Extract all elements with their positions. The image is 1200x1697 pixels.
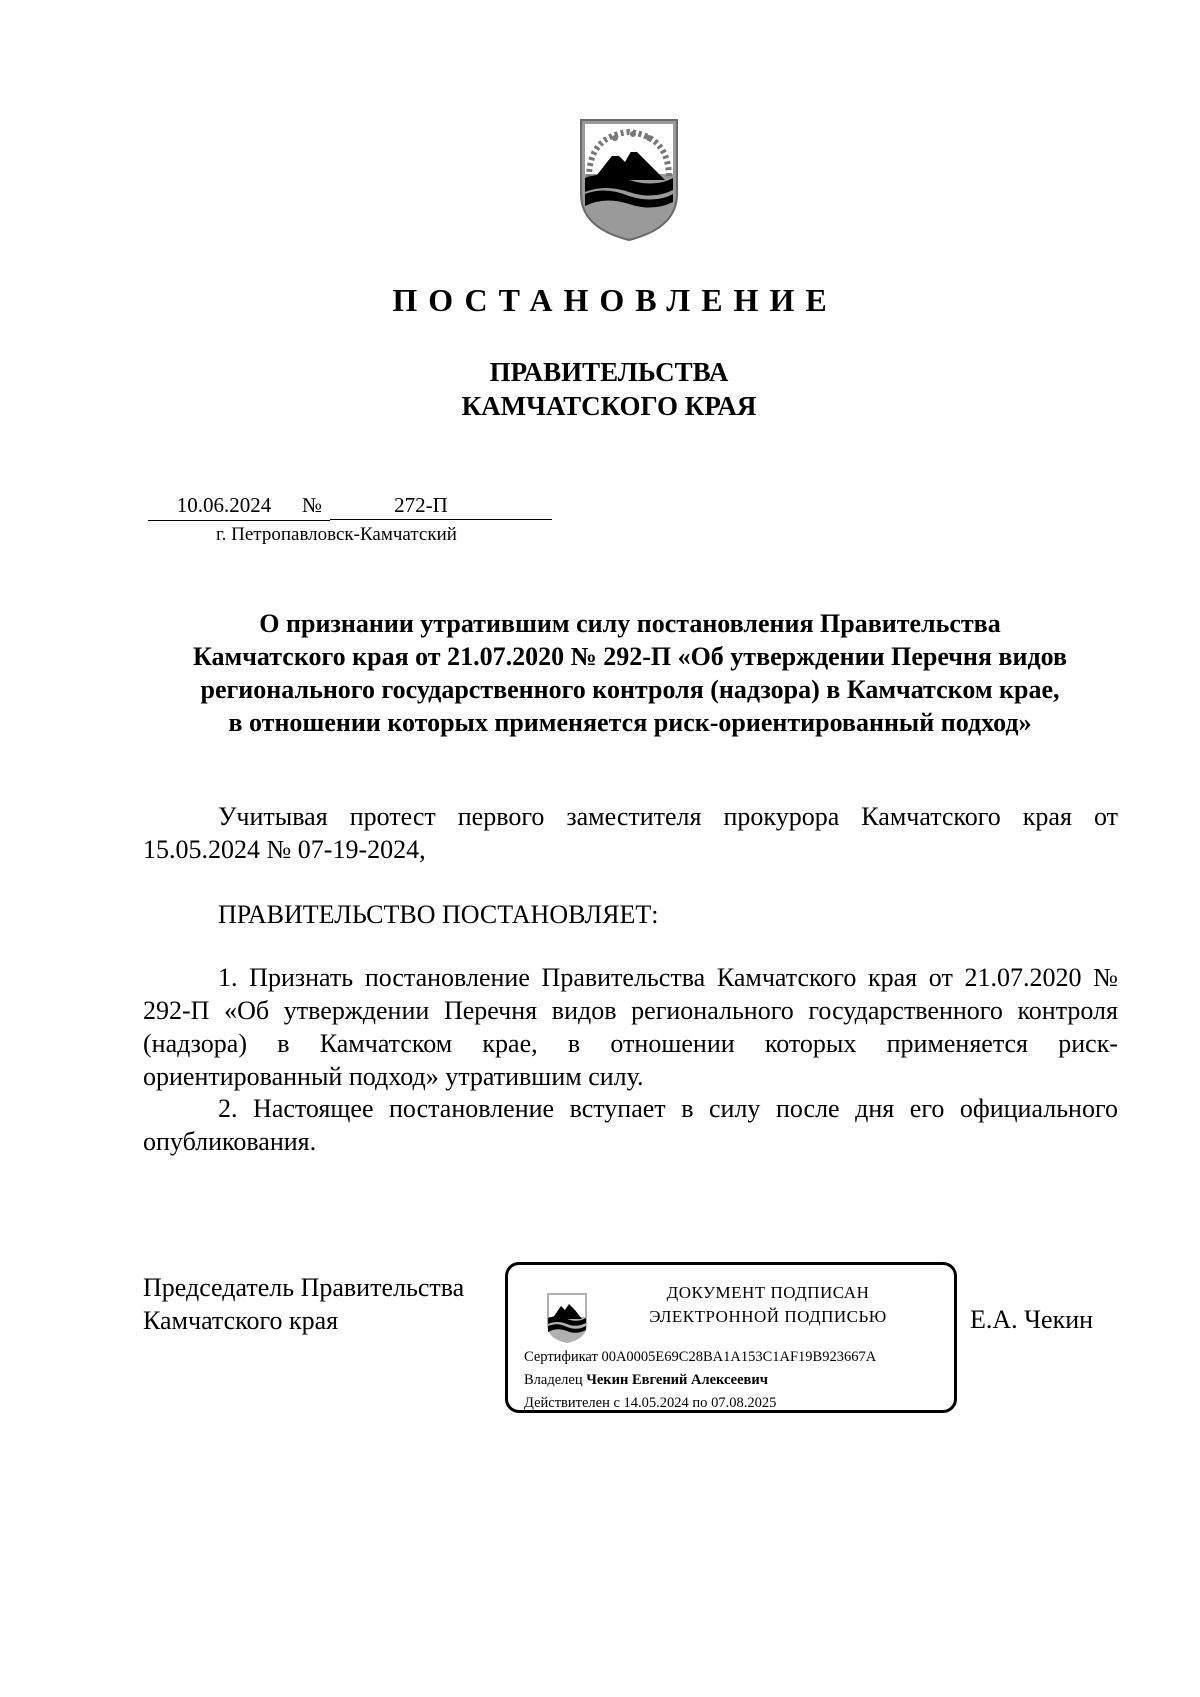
- valid-from: 14.05.2024: [623, 1395, 689, 1411]
- certificate-row: [524, 1349, 876, 1366]
- stamp-heading-line-2: ЭЛЕКТРОННОЙ ПОДПИСЬЮ: [649, 1307, 887, 1326]
- owner-label: Владелец: [524, 1372, 583, 1388]
- authority-line-1: ПРАВИТЕЛЬСТВА: [489, 357, 729, 387]
- resolution-item-2: 2. Настоящее постановление вступает в силу после дня его официального опубликования.: [143, 1094, 1118, 1156]
- date-number-line: [148, 493, 552, 523]
- document-subject: [140, 607, 1120, 739]
- document-date: 10.06.2024: [148, 493, 300, 521]
- document-city: г. Петропавловск-Камчатский: [216, 524, 457, 545]
- certificate-value: 00A0005E69C28BA1A153C1AF19B923667A: [601, 1349, 877, 1365]
- valid-label: Действителен с: [524, 1395, 620, 1411]
- preamble-paragraph: Учитывая протест первого заместителя прокурора Камчатского края от 15.05.2024 № 07-19-2024,: [143, 802, 1118, 864]
- signer-name: Е.А. Чекин: [970, 1305, 1094, 1334]
- valid-to: 07.08.2025: [711, 1395, 777, 1411]
- subject-line: О признании утратившим силу постановления Правительства: [259, 609, 1001, 638]
- valid-to-label: по: [692, 1395, 708, 1411]
- certificate-label: Сертификат: [524, 1349, 598, 1365]
- issuing-authority: [0, 355, 1200, 423]
- signer-title-line-2: Камчатского края: [143, 1306, 339, 1335]
- subject-line: Камчатского края от 21.07.2020 № 292-П «Об утверждении Перечня видов: [193, 642, 1067, 671]
- resolution-item-1: 1. Признать постановление Правительства Камчатского края от 21.07.2020 № 292-П «Об утверждении Перечня видов регионального государственного контроля (надзора) в Камчатском крае, в отношении которых применяется риск-ориентированный подход» утратившим силу.: [143, 963, 1118, 1091]
- coat-of-arms-icon: [575, 116, 683, 243]
- document-number: 272-П: [330, 493, 552, 520]
- resolution-heading: ПРАВИТЕЛЬСТВО ПОСТАНОВЛЯЕТ:: [218, 900, 659, 929]
- owner-value: Чекин Евгений Алексеевич: [586, 1372, 768, 1388]
- document-type-title: ПОСТАНОВЛЕНИЕ: [392, 282, 838, 318]
- subject-line: в отношении которых применяется риск-ориентированный подход»: [228, 708, 1032, 737]
- number-sign: №: [300, 493, 330, 521]
- stamp-heading-line-1: ДОКУМЕНТ ПОДПИСАН: [666, 1283, 870, 1302]
- subject-line: регионального государственного контроля (надзора) в Камчатском крае,: [200, 675, 1060, 704]
- authority-line-2: КАМЧАТСКОГО КРАЯ: [461, 391, 757, 421]
- signer-title: [143, 1271, 464, 1337]
- validity-row: [524, 1395, 776, 1412]
- owner-row: [524, 1372, 768, 1389]
- electronic-signature-stamp: [505, 1262, 957, 1413]
- signer-title-line-1: Председатель Правительства: [143, 1273, 465, 1302]
- stamp-coat-of-arms-icon: [544, 1291, 590, 1345]
